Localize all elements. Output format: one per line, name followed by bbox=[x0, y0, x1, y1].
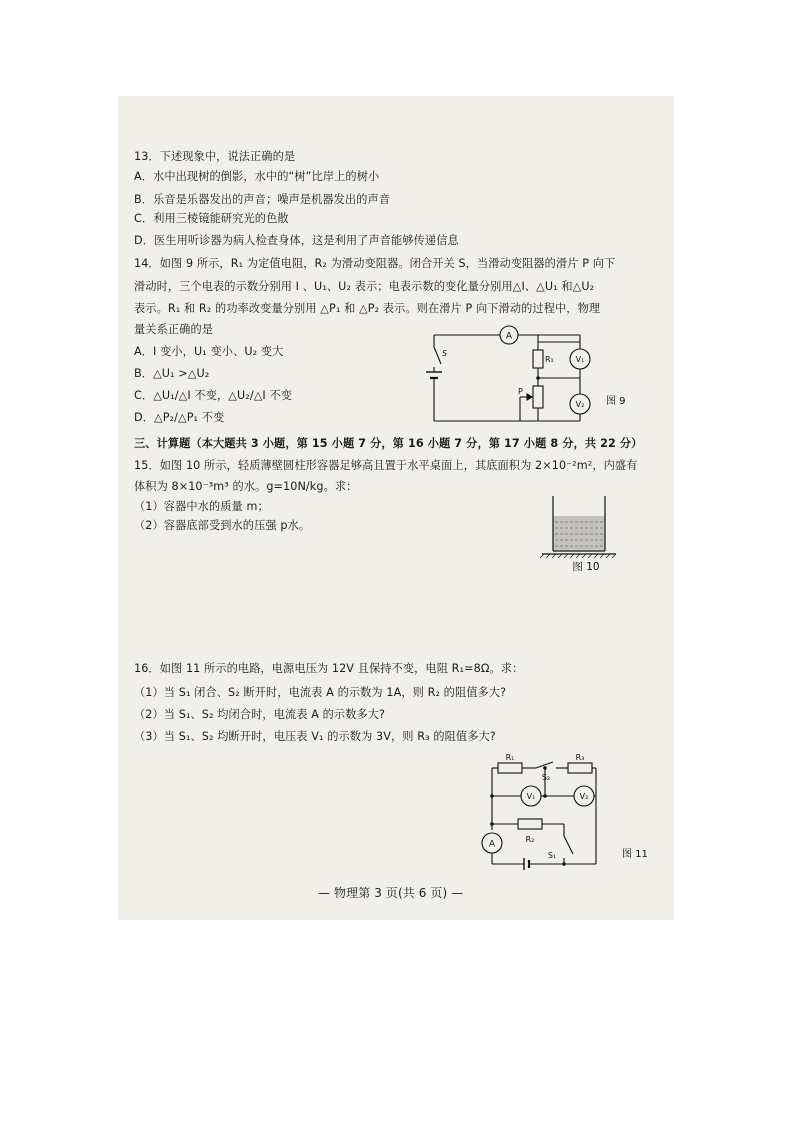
figure-10-caption: 图 10 bbox=[572, 561, 600, 573]
fig11-ammeter-label: A bbox=[488, 839, 496, 850]
q16-part-2: （2）当 S₁、S₂ 均闭合时，电流表 A 的示数多大? bbox=[134, 708, 386, 721]
q14-option-c: C．△U₁/△I 不变，△U₂/△I 不变 bbox=[134, 389, 293, 402]
fig9-r1-label: R₁ bbox=[545, 355, 554, 364]
fig11-s2-label: S₂ bbox=[541, 773, 551, 782]
figure-10-container bbox=[538, 490, 628, 580]
fig9-switch-label: S bbox=[442, 349, 448, 358]
q14-line-4: 量关系正确的是 bbox=[134, 323, 214, 336]
page-footer: — 物理第 3 页(共 6 页) — bbox=[318, 886, 464, 900]
q14-option-b: B．△U₁ >△U₂ bbox=[134, 367, 210, 380]
fig11-v2-label: V₂ bbox=[579, 792, 589, 801]
fig11-r3-label: R₃ bbox=[575, 753, 585, 762]
q13-option-c: C．利用三棱镜能研究光的色散 bbox=[134, 212, 289, 225]
q13-option-a: A．水中出现树的倒影，水中的“树”比岸上的树小 bbox=[134, 170, 380, 183]
q15-part-1: （1）容器中水的质量 m； bbox=[134, 500, 269, 513]
section-3-heading: 三、计算题（本大题共 3 小题，第 15 小题 7 分，第 16 小题 7 分，第 17 小题 8 分，共 22 分） bbox=[134, 437, 643, 450]
fig11-v1-label: V₁ bbox=[526, 792, 536, 801]
q14-line-2: 滑动时，三个电表的示数分别用 I 、U₁、U₂ 表示；电表示数的变化量分别用△I、△U₁ 和△U₂ bbox=[134, 280, 595, 293]
q14-option-d: D．△P₂/△P₁ 不变 bbox=[134, 411, 225, 424]
q14-line-3: 表示。R₁ 和 R₂ 的功率改变量分别用 △P₁ 和 △P₂ 表示。则在滑片 P 向下滑动的过程中，物理 bbox=[134, 302, 601, 315]
fig11-r1-label: R₁ bbox=[505, 753, 515, 762]
q13-option-d: D．医生用听诊器为病人检查身体，这是利用了声音能够传递信息 bbox=[134, 234, 459, 247]
q15-part-2: （2）容器底部受到水的压强 p水。 bbox=[134, 519, 311, 532]
fig9-ammeter-label: A bbox=[505, 331, 513, 342]
fig9-v2-label: V₂ bbox=[575, 400, 585, 409]
q16-stem: 16．如图 11 所示的电路，电源电压为 12V 且保持不变，电阻 R₁=8Ω。求： bbox=[134, 662, 524, 675]
figure-11-caption: 图 11 bbox=[622, 849, 648, 860]
q16-part-3: （3）当 S₁、S₂ 均断开时，电压表 V₁ 的示数为 3V，则 R₃ 的阻值多大? bbox=[134, 730, 496, 743]
figure-9-circuit bbox=[420, 322, 650, 432]
q13-stem: 13．下述现象中，说法正确的是 bbox=[134, 150, 296, 163]
fig9-slider-label: P bbox=[518, 387, 523, 396]
figure-11-circuit bbox=[478, 750, 658, 875]
figure-9-caption: 图 9 bbox=[606, 396, 626, 407]
fig11-s1-label: S₁ bbox=[547, 851, 557, 860]
q14-line-1: 14．如图 9 所示，R₁ 为定值电阻，R₂ 为滑动变阻器。闭合开关 S，当滑动变阻器的滑片 P 向下 bbox=[134, 257, 616, 270]
q13-option-b: B．乐音是乐器发出的声音；噪声是机器发出的声音 bbox=[134, 193, 391, 206]
q14-option-a: A．I 变小，U₁ 变小、U₂ 变大 bbox=[134, 345, 284, 358]
q15-line-1: 15．如图 10 所示，轻质薄壁圆柱形容器足够高且置于水平桌面上，其底面积为 2×10⁻²m²，内盛有 bbox=[134, 459, 638, 472]
fig9-v1-label: V₁ bbox=[575, 355, 585, 364]
fig11-r2-label: R₂ bbox=[525, 835, 535, 844]
q15-line-2: 体积为 8×10⁻³m³ 的水。g=10N/kg。求： bbox=[134, 480, 358, 493]
q16-part-1: （1）当 S₁ 闭合、S₂ 断开时，电流表 A 的示数为 1A，则 R₂ 的阻值多大? bbox=[134, 686, 507, 699]
